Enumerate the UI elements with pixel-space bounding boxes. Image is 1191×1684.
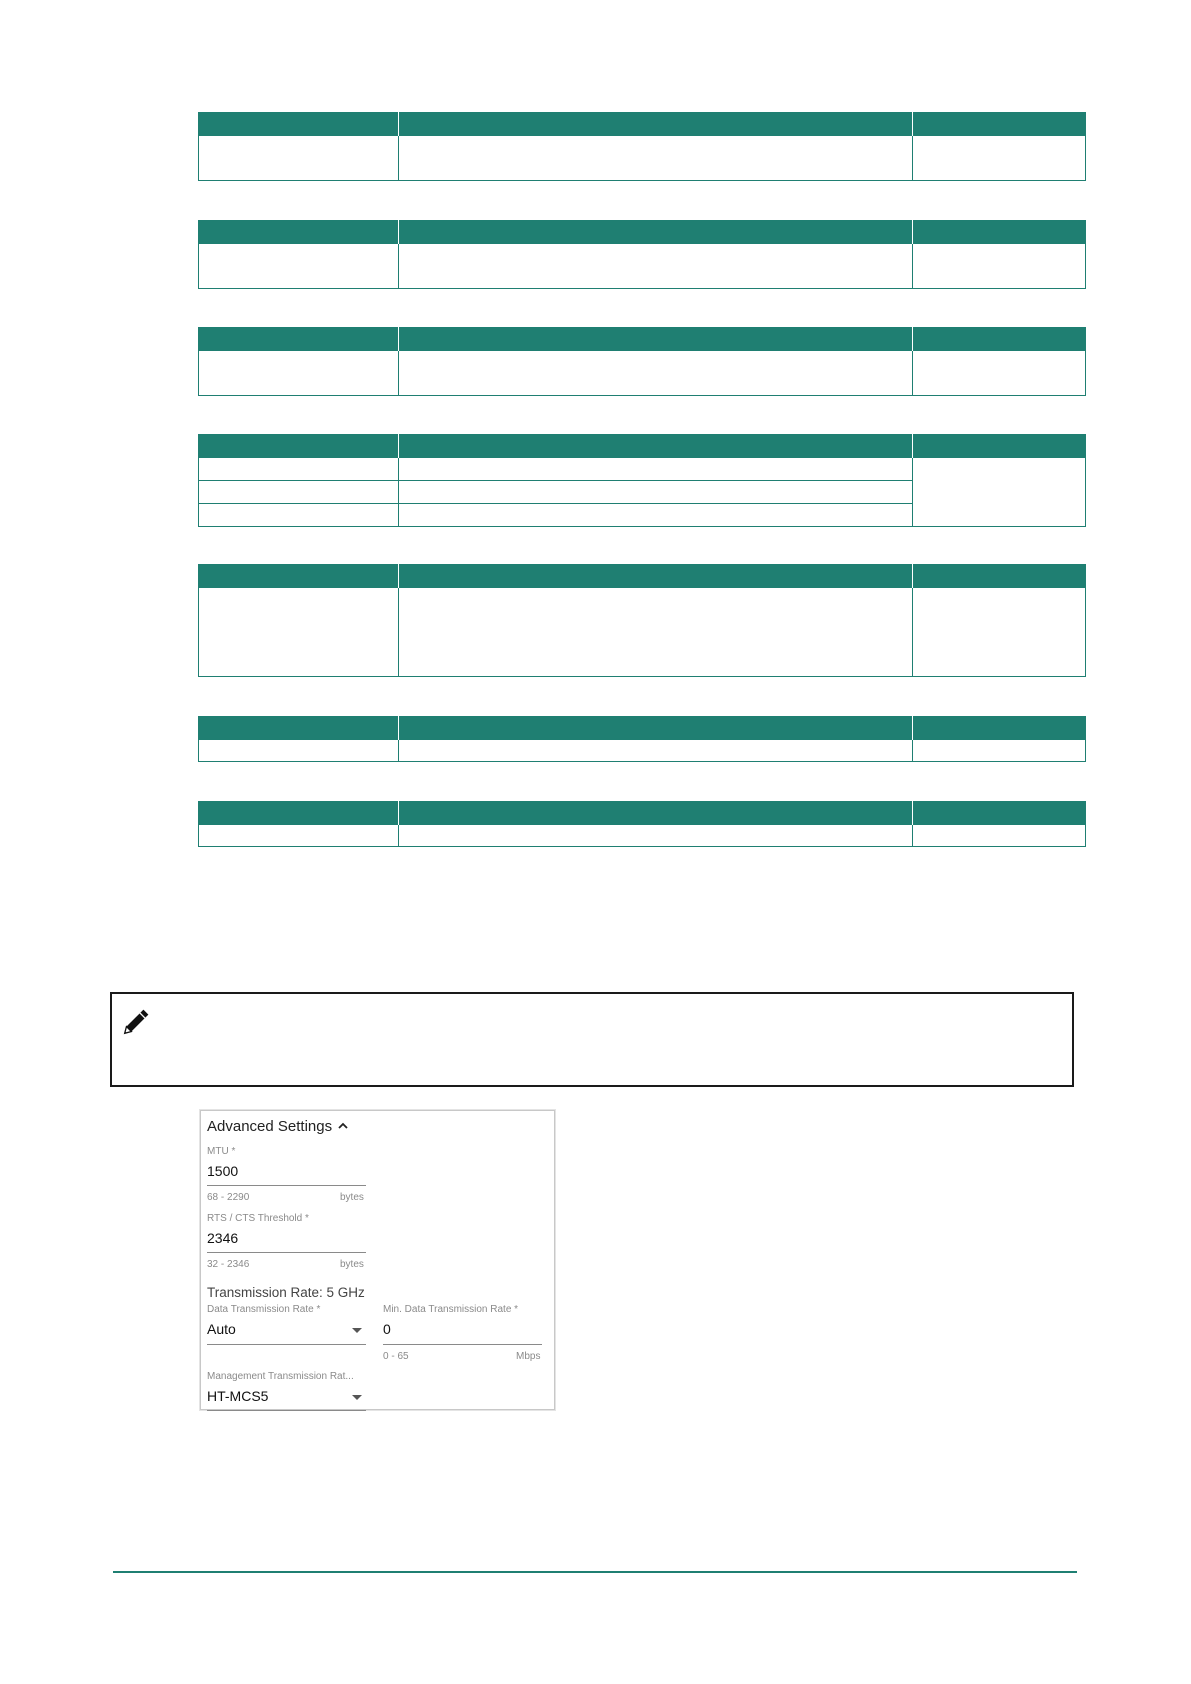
data-rate-underline: [207, 1344, 366, 1345]
mgmt-rate-label: Management Transmission Rat...: [207, 1371, 354, 1382]
parameter-table-6: [198, 716, 1086, 762]
rts-cts-unit: bytes: [340, 1259, 364, 1270]
parameter-table-7: [198, 801, 1086, 847]
advanced-settings-toggle[interactable]: [207, 1118, 349, 1135]
mtu-range: 68 - 2290: [207, 1192, 250, 1203]
mgmt-rate-underline: [207, 1410, 366, 1411]
min-data-rate-label: Min. Data Transmission Rate *: [383, 1304, 519, 1315]
min-data-rate-unit: Mbps: [516, 1351, 541, 1362]
data-rate-label: Data Transmission Rate *: [207, 1304, 321, 1315]
parameter-table-5: [198, 564, 1086, 677]
data-rate-value: Auto: [207, 1321, 236, 1337]
mgmt-rate-value: HT-MCS5: [207, 1388, 269, 1404]
table-row: [199, 588, 1086, 677]
table-row: [199, 458, 1086, 481]
note-box: [110, 992, 1074, 1087]
table-row: [199, 244, 1086, 289]
table-row: [199, 825, 1086, 847]
rts-cts-label: RTS / CTS Threshold *: [207, 1213, 309, 1224]
table-header-row: [199, 112, 1086, 136]
transmission-rate-heading: Transmission Rate: 5 GHz: [207, 1285, 365, 1300]
caret-down-icon[interactable]: [352, 1395, 362, 1400]
table-header-row: [199, 220, 1086, 244]
table-row: [199, 740, 1086, 762]
table-header-row: [199, 716, 1086, 740]
caret-down-icon[interactable]: [352, 1328, 362, 1333]
parameter-table-1: [198, 112, 1086, 181]
advanced-settings-title: Advanced Settings: [207, 1118, 333, 1135]
footer-rule: [113, 1571, 1077, 1573]
rts-cts-range: 32 - 2346: [207, 1259, 250, 1270]
parameter-table-2: [198, 220, 1086, 289]
rts-cts-value[interactable]: 2346: [207, 1230, 239, 1246]
mtu-value[interactable]: 1500: [207, 1163, 239, 1179]
pencil-icon: [118, 1004, 154, 1045]
min-data-rate-value[interactable]: 0: [383, 1321, 391, 1337]
min-data-rate-range: 0 - 65: [383, 1351, 409, 1362]
mtu-underline: [207, 1185, 366, 1186]
advanced-settings-panel: [200, 1110, 555, 1410]
table-header-row: [199, 327, 1086, 351]
table-row: [199, 351, 1086, 396]
min-data-rate-underline: [383, 1344, 542, 1345]
table-header-row: [199, 564, 1086, 588]
table-header-row: [199, 801, 1086, 825]
parameter-table-4: [198, 434, 1086, 527]
rts-cts-underline: [207, 1252, 366, 1253]
mtu-unit: bytes: [340, 1192, 364, 1203]
table-row: [199, 136, 1086, 181]
chevron-up-icon: [337, 1118, 349, 1135]
parameter-table-3: [198, 327, 1086, 396]
table-header-row: [199, 434, 1086, 458]
mtu-label: MTU *: [207, 1146, 236, 1157]
